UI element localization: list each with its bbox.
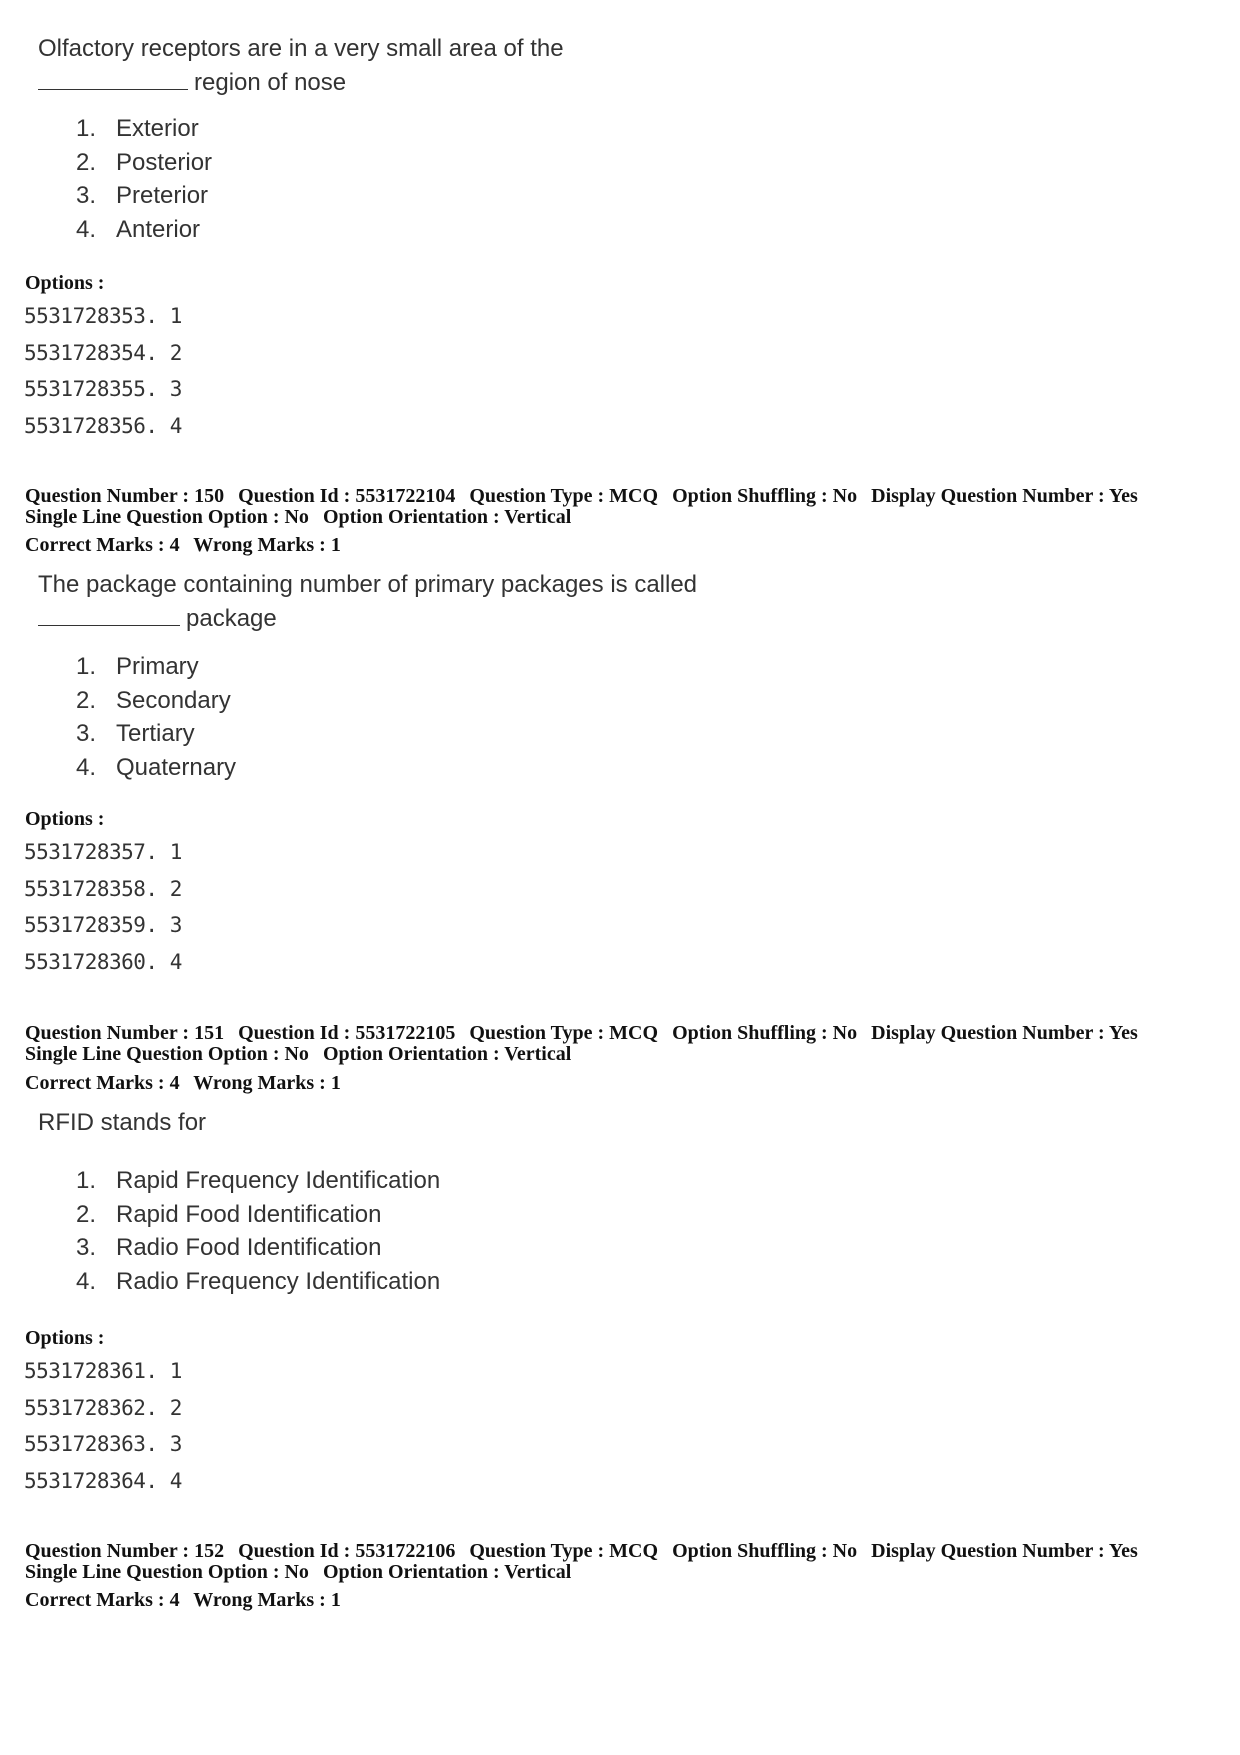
question-line-2-text: package bbox=[186, 605, 277, 632]
choice-number: 1. bbox=[76, 1167, 97, 1194]
question-line-2 bbox=[38, 602, 697, 636]
choice-text: Preterior bbox=[116, 182, 209, 209]
marks-line bbox=[25, 1590, 350, 1610]
choice-text: Tertiary bbox=[116, 720, 195, 747]
question-text bbox=[38, 1106, 206, 1140]
option-id: 5531728364. 4 bbox=[24, 1469, 182, 1494]
choice-item bbox=[76, 717, 236, 751]
choice-item bbox=[76, 1164, 440, 1198]
choice-item bbox=[76, 112, 212, 146]
fill-blank bbox=[38, 603, 180, 626]
question-line-1: The package containing number of primary packages is called bbox=[38, 571, 698, 598]
choice-item bbox=[76, 1198, 440, 1232]
display-question-number: Display Question Number : Yes bbox=[871, 1540, 1138, 1562]
choice-list bbox=[76, 112, 212, 246]
option-id: 5531728353. 1 bbox=[24, 304, 182, 328]
choice-item bbox=[76, 751, 236, 785]
choice-number: 2. bbox=[76, 686, 97, 714]
choice-text: Secondary bbox=[116, 686, 231, 714]
choice-list bbox=[76, 1164, 440, 1298]
correct-marks: Correct Marks : 4 bbox=[25, 1589, 180, 1611]
option-id: 5531728362. 2 bbox=[24, 1395, 182, 1420]
choice-number: 2. bbox=[76, 1200, 97, 1228]
choice-number: 1. bbox=[76, 653, 97, 680]
wrong-marks: Wrong Marks : 1 bbox=[193, 1589, 341, 1611]
wrong-marks: Wrong Marks : 1 bbox=[193, 534, 341, 556]
choice-item bbox=[76, 146, 212, 180]
marks-line bbox=[25, 1073, 350, 1093]
correct-marks: Correct Marks : 4 bbox=[25, 534, 180, 556]
choice-text: Rapid Frequency Identification bbox=[116, 1167, 441, 1194]
option-shuffling: Option Shuffling : No bbox=[672, 485, 858, 507]
marks-line bbox=[25, 535, 350, 555]
option-id-list bbox=[24, 298, 182, 445]
choice-text: Primary bbox=[116, 653, 199, 680]
question-meta-line-1 bbox=[25, 1541, 1147, 1561]
option-id: 5531728360. 4 bbox=[24, 950, 182, 975]
display-question-number: Display Question Number : Yes bbox=[871, 485, 1138, 507]
question-line-2-text: region of nose bbox=[194, 69, 347, 96]
option-id: 5531728357. 1 bbox=[24, 840, 182, 864]
choice-text: Exterior bbox=[116, 115, 199, 142]
choice-number: 4. bbox=[76, 753, 97, 781]
choice-item bbox=[76, 213, 212, 247]
question-id: Question Id : 5531722104 bbox=[238, 485, 456, 507]
question-number: Question Number : 152 bbox=[25, 1540, 225, 1562]
question-type: Question Type : MCQ bbox=[469, 1540, 659, 1562]
question-type: Question Type : MCQ bbox=[469, 1022, 659, 1044]
choice-item bbox=[76, 684, 236, 718]
option-orientation: Option Orientation : Vertical bbox=[322, 506, 572, 528]
fill-blank bbox=[38, 67, 188, 90]
option-id-list bbox=[24, 1353, 182, 1500]
choice-number: 3. bbox=[76, 720, 97, 747]
question-type: Question Type : MCQ bbox=[469, 485, 659, 507]
question-text bbox=[38, 32, 564, 100]
choice-item bbox=[76, 1265, 440, 1299]
question-meta-line-1 bbox=[25, 486, 1147, 506]
choice-number: 1. bbox=[76, 115, 97, 142]
choice-number: 3. bbox=[76, 182, 97, 209]
question-number: Question Number : 150 bbox=[25, 485, 225, 507]
option-id: 5531728354. 2 bbox=[24, 340, 182, 365]
single-line-option: Single Line Question Option : No bbox=[25, 1043, 309, 1065]
options-label: Options : bbox=[25, 808, 105, 830]
choice-text: Radio Food Identification bbox=[116, 1234, 382, 1261]
choice-number: 4. bbox=[76, 215, 97, 243]
question-meta-line-2 bbox=[25, 1562, 580, 1582]
choice-text: Quaternary bbox=[116, 753, 237, 781]
question-meta-line-2 bbox=[25, 507, 580, 527]
single-line-option: Single Line Question Option : No bbox=[25, 1561, 309, 1583]
options-label: Options : bbox=[25, 1327, 105, 1349]
choice-item bbox=[76, 650, 236, 684]
question-text bbox=[38, 568, 697, 636]
wrong-marks: Wrong Marks : 1 bbox=[193, 1072, 341, 1094]
option-shuffling: Option Shuffling : No bbox=[672, 1022, 858, 1044]
option-id: 5531728363. 3 bbox=[24, 1432, 182, 1457]
single-line-option: Single Line Question Option : No bbox=[25, 506, 309, 528]
option-id: 5531728358. 2 bbox=[24, 876, 182, 901]
choice-number: 2. bbox=[76, 148, 97, 176]
choice-text: Posterior bbox=[116, 148, 213, 176]
choice-number: 3. bbox=[76, 1234, 97, 1261]
choice-text: Rapid Food Identification bbox=[116, 1200, 382, 1228]
question-line-1: Olfactory receptors are in a very small area of the bbox=[38, 35, 564, 62]
choice-number: 4. bbox=[76, 1267, 97, 1295]
question-line-2 bbox=[38, 66, 564, 100]
choice-text: Radio Frequency Identification bbox=[116, 1267, 441, 1295]
option-orientation: Option Orientation : Vertical bbox=[322, 1043, 572, 1065]
option-orientation: Option Orientation : Vertical bbox=[322, 1561, 572, 1583]
question-meta-line-2 bbox=[25, 1044, 580, 1064]
option-id: 5531728361. 1 bbox=[24, 1359, 182, 1383]
choice-list bbox=[76, 650, 236, 784]
choice-text: Anterior bbox=[116, 215, 201, 243]
display-question-number: Display Question Number : Yes bbox=[871, 1022, 1138, 1044]
option-id: 5531728359. 3 bbox=[24, 913, 182, 938]
question-line-1: RFID stands for bbox=[38, 1109, 207, 1136]
option-id: 5531728356. 4 bbox=[24, 414, 182, 439]
options-label: Options : bbox=[25, 272, 105, 294]
question-id: Question Id : 5531722105 bbox=[238, 1022, 456, 1044]
question-number: Question Number : 151 bbox=[25, 1022, 225, 1044]
choice-item bbox=[76, 1231, 440, 1265]
option-id-list bbox=[24, 834, 182, 981]
choice-item bbox=[76, 179, 212, 213]
option-id: 5531728355. 3 bbox=[24, 377, 182, 402]
correct-marks: Correct Marks : 4 bbox=[25, 1072, 180, 1094]
question-id: Question Id : 5531722106 bbox=[238, 1540, 456, 1562]
question-meta-line-1 bbox=[25, 1023, 1147, 1043]
option-shuffling: Option Shuffling : No bbox=[672, 1540, 858, 1562]
